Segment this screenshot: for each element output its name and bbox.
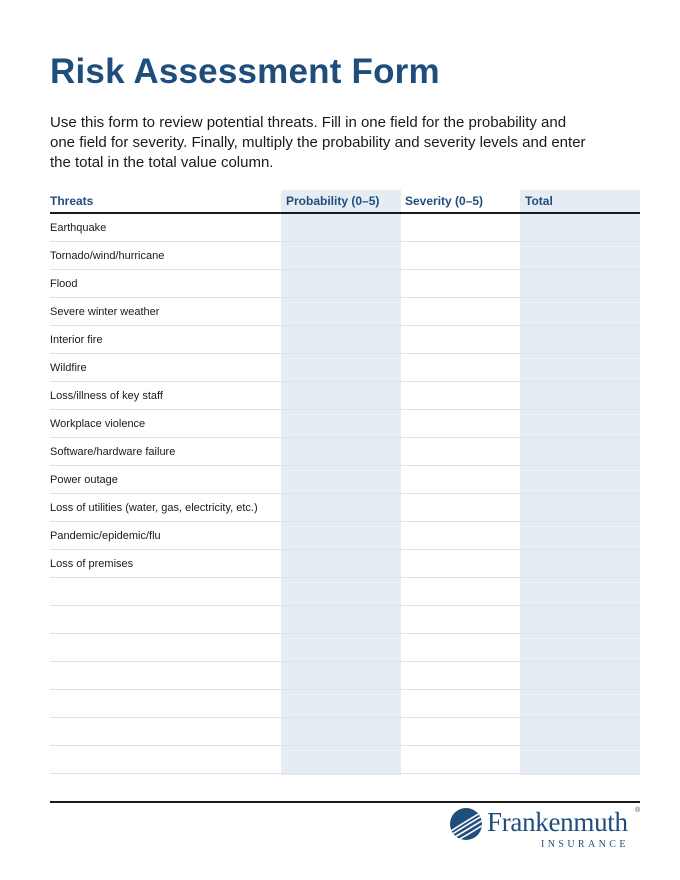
table-row	[50, 438, 640, 466]
total-cell[interactable]	[520, 494, 640, 521]
total-cell[interactable]	[520, 298, 640, 325]
probability-cell[interactable]	[281, 662, 401, 689]
probability-cell[interactable]	[281, 270, 401, 297]
threat-label: Interior fire	[50, 334, 103, 346]
page-title: Risk Assessment Form	[50, 52, 440, 91]
severity-cell[interactable]	[401, 634, 520, 661]
severity-cell[interactable]	[401, 774, 520, 801]
probability-cell[interactable]	[281, 494, 401, 521]
severity-cell[interactable]	[401, 662, 520, 689]
registered-mark: ®	[635, 807, 641, 814]
probability-cell[interactable]	[281, 466, 401, 493]
table-row	[50, 214, 640, 242]
table-row	[50, 522, 640, 550]
total-cell[interactable]	[520, 382, 640, 409]
probability-cell[interactable]	[281, 522, 401, 549]
severity-cell[interactable]	[401, 270, 520, 297]
probability-cell[interactable]	[281, 438, 401, 465]
severity-cell[interactable]	[401, 718, 520, 745]
probability-cell[interactable]	[281, 690, 401, 717]
table-row	[50, 270, 640, 298]
table-row	[50, 326, 640, 354]
risk-table	[50, 190, 640, 803]
severity-cell[interactable]	[401, 242, 520, 269]
globe-swoosh-icon	[449, 807, 483, 841]
table-row	[50, 382, 640, 410]
severity-cell[interactable]	[401, 522, 520, 549]
total-cell[interactable]	[520, 438, 640, 465]
table-row	[50, 606, 640, 634]
total-cell[interactable]	[520, 270, 640, 297]
total-cell[interactable]	[520, 466, 640, 493]
severity-cell[interactable]	[401, 550, 520, 577]
probability-cell[interactable]	[281, 634, 401, 661]
table-header	[50, 190, 640, 214]
header-total: Total	[525, 194, 553, 208]
intro-text: Use this form to review potential threats. Fill in one field for the probability and one field for severity. Finally, multiply the probability and severity levels and enter the total in the total value column.	[50, 114, 586, 171]
probability-cell[interactable]	[281, 718, 401, 745]
table-row	[50, 662, 640, 690]
severity-cell[interactable]	[401, 326, 520, 353]
threat-label: Severe winter weather	[50, 306, 160, 318]
threat-label: Workplace violence	[50, 418, 146, 430]
threat-label: Earthquake	[50, 222, 107, 234]
table-row	[50, 774, 640, 803]
logo-subtitle: INSURANCE	[541, 839, 629, 850]
header-severity: Severity (0–5)	[405, 194, 484, 208]
table-row	[50, 746, 640, 774]
total-cell[interactable]	[520, 242, 640, 269]
table-row	[50, 578, 640, 606]
table-row	[50, 718, 640, 746]
severity-cell[interactable]	[401, 746, 520, 773]
frankenmuth-logo	[449, 805, 641, 853]
table-row	[50, 298, 640, 326]
threat-label: Software/hardware failure	[50, 446, 176, 458]
severity-cell[interactable]	[401, 606, 520, 633]
total-cell[interactable]	[520, 578, 640, 605]
threat-label: Flood	[50, 278, 78, 290]
probability-cell[interactable]	[281, 578, 401, 605]
total-cell[interactable]	[520, 214, 640, 241]
total-cell[interactable]	[520, 662, 640, 689]
total-cell[interactable]	[520, 690, 640, 717]
total-cell[interactable]	[520, 634, 640, 661]
total-cell[interactable]	[520, 326, 640, 353]
probability-cell[interactable]	[281, 410, 401, 437]
probability-cell[interactable]	[281, 298, 401, 325]
table-row	[50, 690, 640, 718]
severity-cell[interactable]	[401, 354, 520, 381]
severity-cell[interactable]	[401, 466, 520, 493]
table-row	[50, 410, 640, 438]
table-row	[50, 494, 640, 522]
threat-label: Loss/illness of key staff	[50, 390, 163, 402]
probability-cell[interactable]	[281, 606, 401, 633]
table-row	[50, 242, 640, 270]
total-cell[interactable]	[520, 718, 640, 745]
threat-label: Wildfire	[50, 362, 87, 374]
total-cell[interactable]	[520, 550, 640, 577]
total-cell[interactable]	[520, 522, 640, 549]
severity-cell[interactable]	[401, 690, 520, 717]
probability-cell[interactable]	[281, 354, 401, 381]
table-row	[50, 550, 640, 578]
total-cell[interactable]	[520, 410, 640, 437]
severity-cell[interactable]	[401, 438, 520, 465]
total-cell[interactable]	[520, 774, 640, 801]
severity-cell[interactable]	[401, 410, 520, 437]
table-row	[50, 466, 640, 494]
threat-label: Pandemic/epidemic/flu	[50, 530, 161, 542]
total-cell[interactable]	[520, 606, 640, 633]
severity-cell[interactable]	[401, 578, 520, 605]
threat-label: Power outage	[50, 474, 118, 486]
table-body	[50, 214, 640, 803]
threat-label: Loss of premises	[50, 558, 134, 570]
total-cell[interactable]	[520, 746, 640, 773]
total-cell[interactable]	[520, 354, 640, 381]
probability-cell[interactable]	[281, 214, 401, 241]
table-row	[50, 634, 640, 662]
probability-cell[interactable]	[281, 326, 401, 353]
table-row	[50, 354, 640, 382]
severity-cell[interactable]	[401, 214, 520, 241]
probability-cell[interactable]	[281, 242, 401, 269]
severity-cell[interactable]	[401, 382, 520, 409]
severity-cell[interactable]	[401, 494, 520, 521]
severity-cell[interactable]	[401, 298, 520, 325]
probability-cell[interactable]	[281, 774, 401, 801]
probability-cell[interactable]	[281, 382, 401, 409]
header-probability: Probability (0–5)	[286, 194, 380, 208]
probability-cell[interactable]	[281, 746, 401, 773]
logo-name: Frankenmuth	[487, 807, 628, 837]
header-threats: Threats	[50, 194, 94, 208]
threat-label: Loss of utilities (water, gas, electricity, etc.)	[50, 502, 258, 514]
threat-label: Tornado/wind/hurricane	[50, 250, 165, 262]
probability-cell[interactable]	[281, 550, 401, 577]
